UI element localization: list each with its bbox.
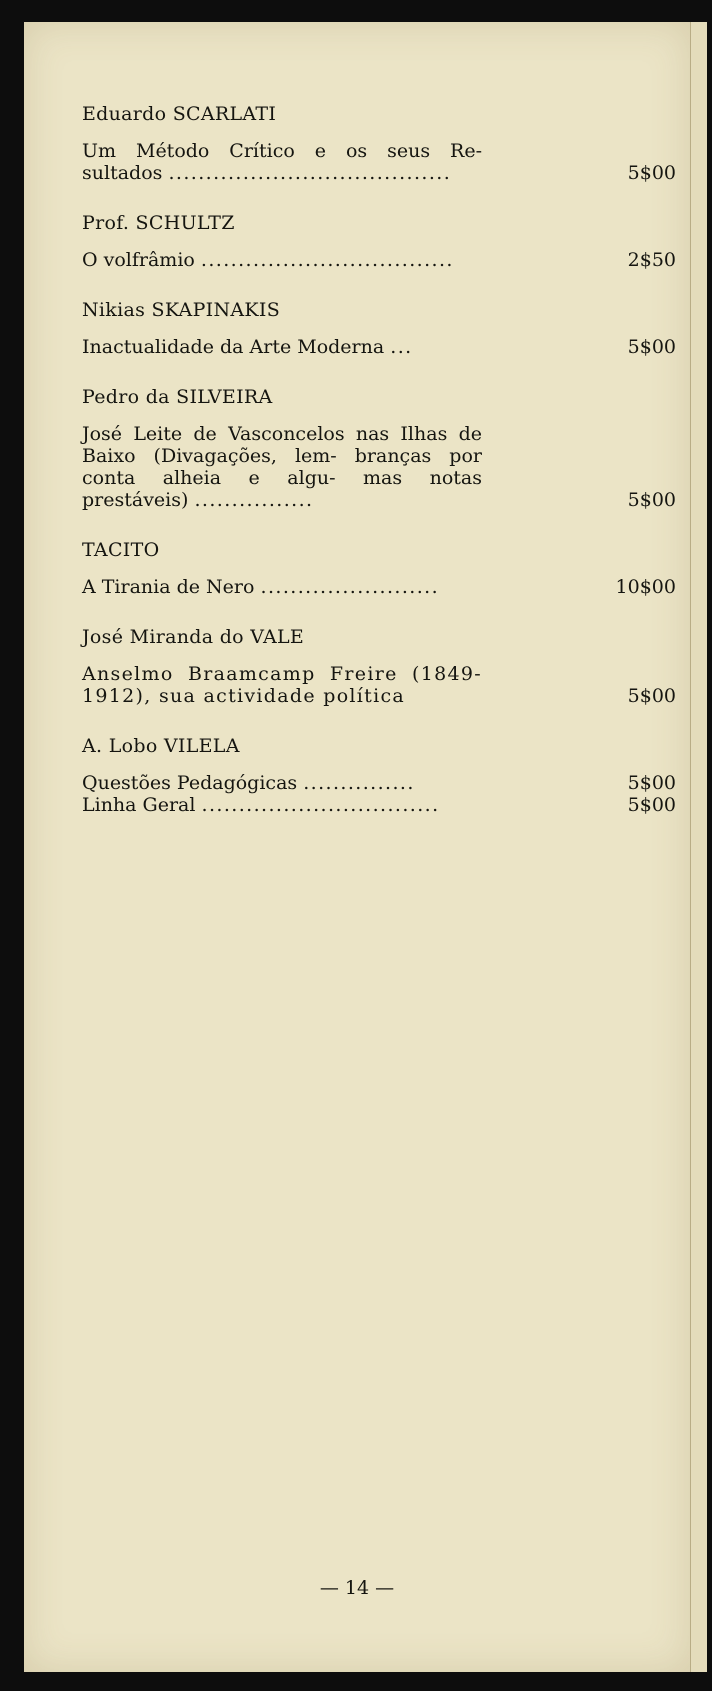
author-name: Nikias SKAPINAKIS	[82, 299, 281, 321]
work-item	[82, 772, 682, 794]
entry-vilela	[82, 734, 682, 816]
author-name: Prof. SCHULTZ	[82, 212, 235, 234]
dot-leader: ...............	[303, 772, 415, 794]
work-price: 5$00	[627, 336, 676, 358]
page-edge	[690, 22, 707, 1672]
dot-leader: ................................	[201, 794, 440, 816]
entry-scarlati	[82, 102, 682, 184]
work-price: 5$00	[627, 162, 676, 184]
work-item	[82, 663, 682, 707]
work-price: 2$50	[627, 249, 676, 271]
entry-silveira	[82, 385, 682, 511]
work-title: Um Método Crítico e os seus Re- sultados	[82, 140, 482, 184]
author-name: A. Lobo VILELA	[82, 735, 240, 757]
author-name: José Miranda do VALE	[82, 626, 305, 648]
work-title: Linha Geral	[82, 794, 196, 816]
work-price: 5$00	[627, 794, 676, 816]
work-item	[82, 140, 682, 184]
work-item	[82, 423, 682, 511]
dot-leader: ................	[194, 489, 314, 511]
work-title: Anselmo Braamcamp Freire (1849-1912), sua actividade política	[82, 663, 482, 707]
work-title: A Tirania de Nero	[82, 576, 255, 598]
entry-tacito	[82, 538, 682, 598]
catalog-page	[24, 22, 690, 1672]
dot-leader: ........................	[260, 576, 440, 598]
entry-skapinakis	[82, 298, 682, 358]
book-list	[82, 102, 682, 843]
entry-schultz	[82, 211, 682, 271]
work-item	[82, 336, 682, 358]
dot-leader: ......................................	[168, 162, 452, 184]
author-name: Pedro da SILVEIRA	[82, 386, 273, 408]
entry-vale	[82, 625, 682, 707]
author-name: Eduardo SCARLATI	[82, 103, 277, 125]
work-price: 5$00	[627, 685, 676, 707]
work-price: 5$00	[627, 772, 676, 794]
work-item	[82, 794, 682, 816]
work-title: O volfrâmio	[82, 249, 195, 271]
dot-leader: ...	[390, 336, 413, 358]
work-price: 5$00	[627, 489, 676, 511]
author-name: TACITO	[82, 539, 160, 561]
work-title: Questões Pedagógicas	[82, 772, 298, 794]
work-title: Inactualidade da Arte Moderna	[82, 336, 385, 358]
page-number: — 14 —	[319, 1577, 395, 1599]
work-item	[82, 576, 682, 598]
work-item	[82, 249, 682, 271]
work-price: 10$00	[615, 576, 676, 598]
work-title: José Leite de Vasconcelos nas Ilhas de Baixo (Divagações, lem- branças por conta alheia e algu- mas notas prestáveis)	[82, 423, 482, 511]
dot-leader: ..................................	[200, 249, 454, 271]
